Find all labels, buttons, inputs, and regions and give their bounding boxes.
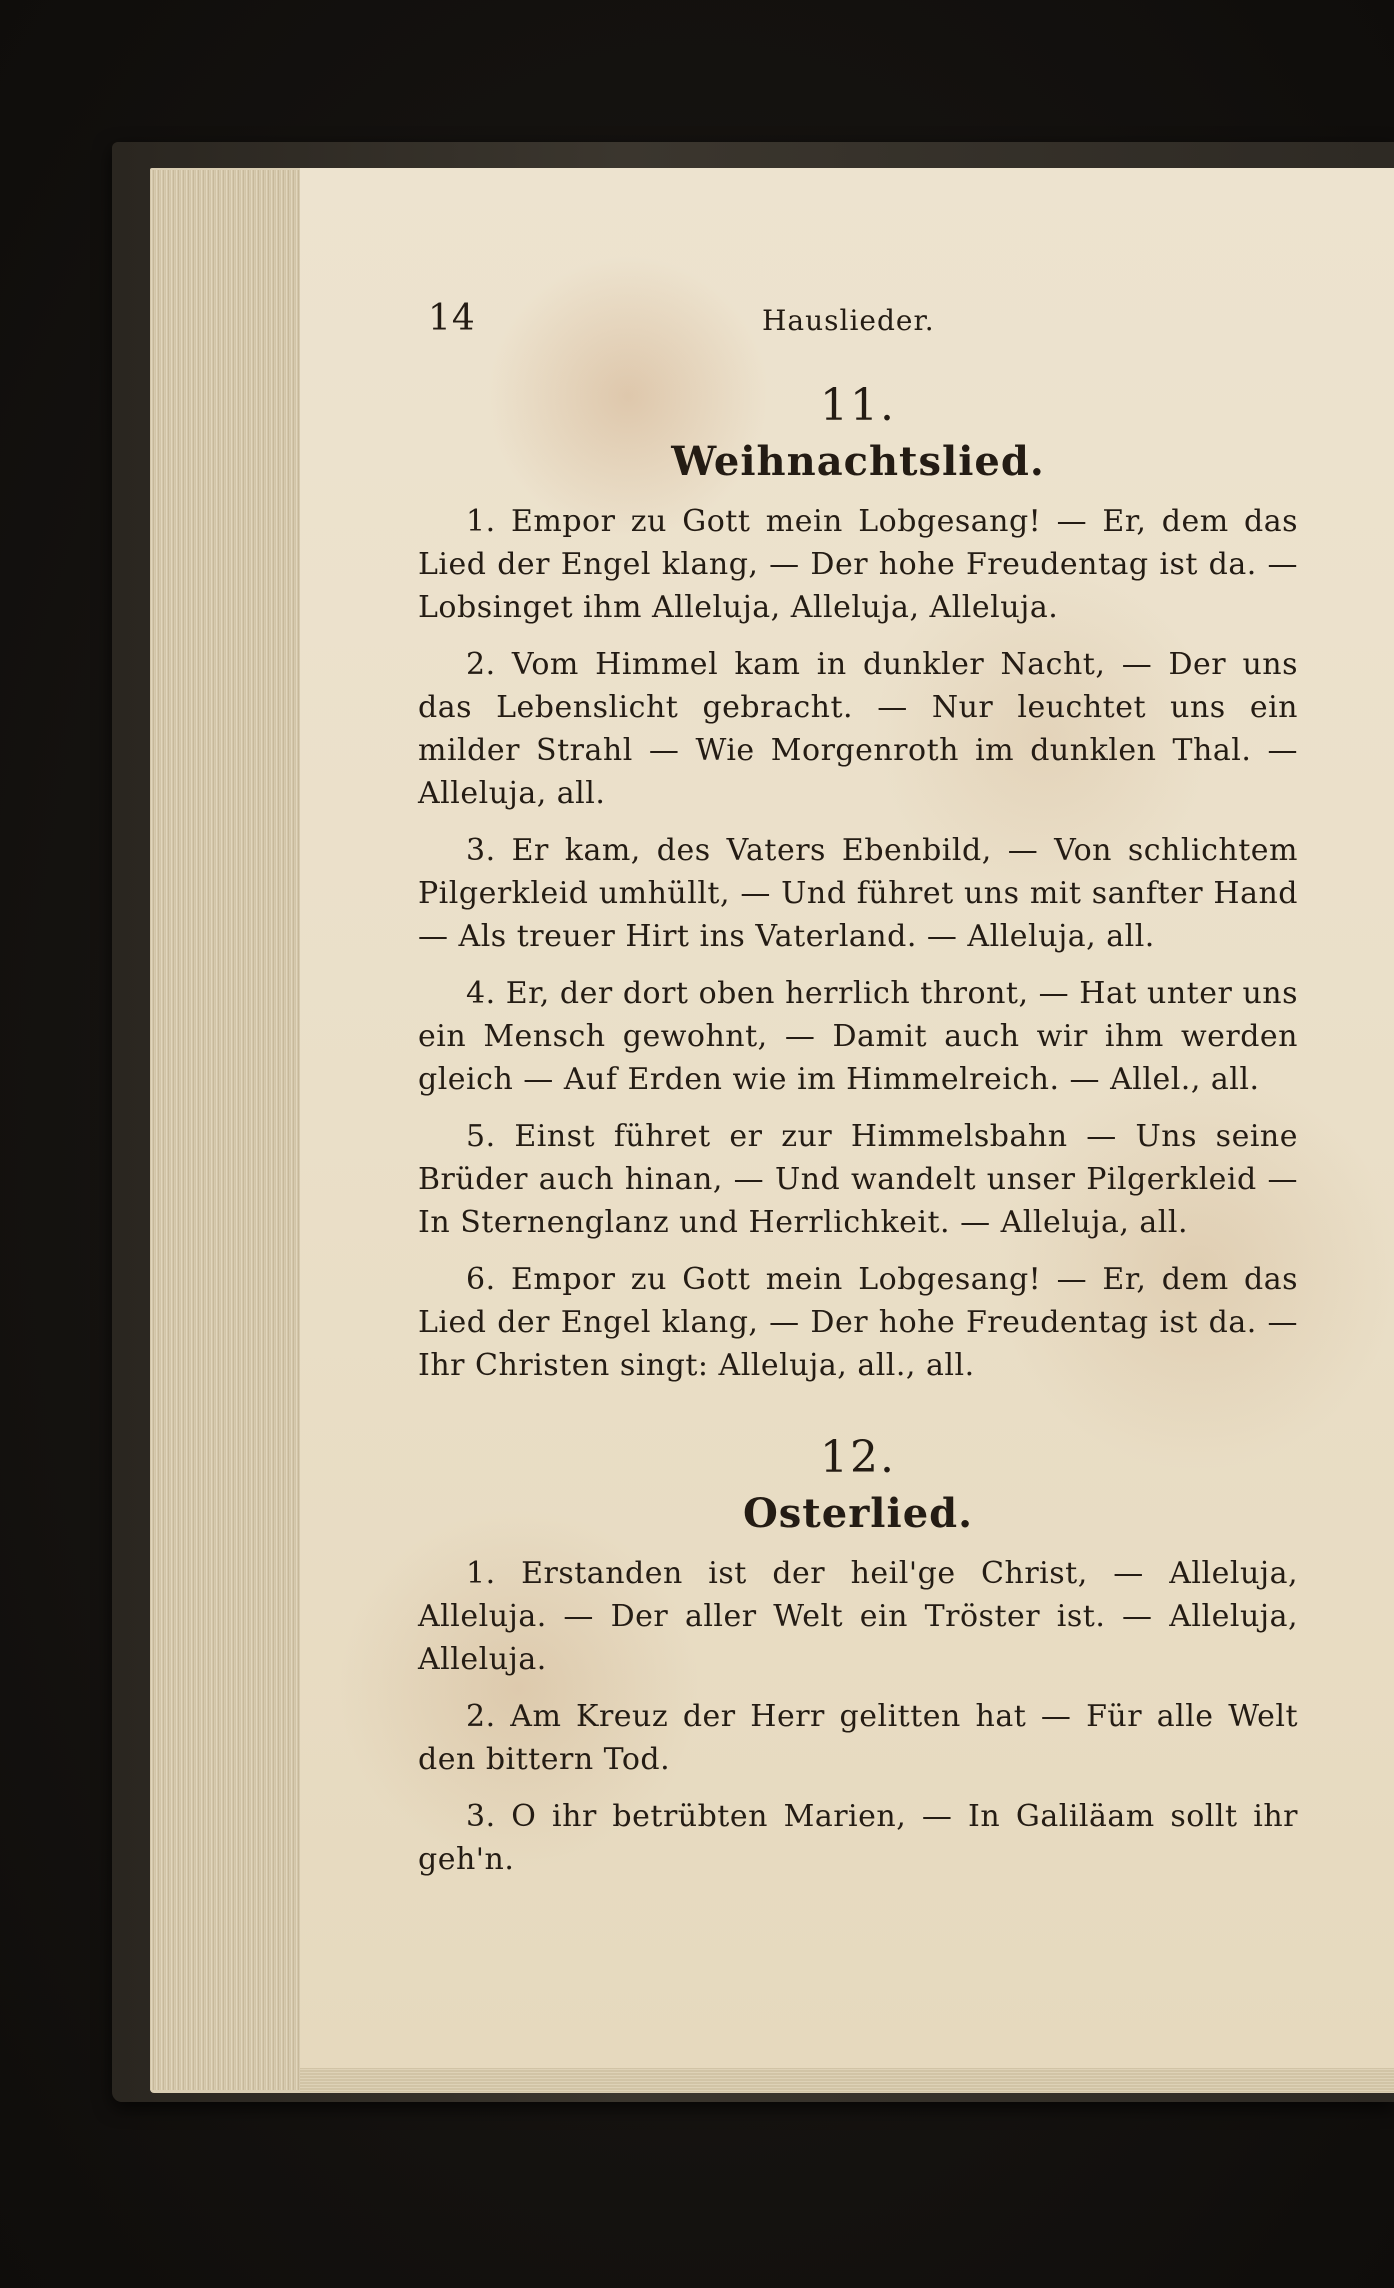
song-number: 12.	[820, 1432, 896, 1483]
song-12	[418, 1430, 1298, 1895]
verse: 3. Er kam, des Vaters Ebenbild, — Von schlichtem Pilgerkleid umhüllt, — Und führet uns mit sanfter Hand — Als treuer Hirt ins Vaterland. — Alleluja, all.	[418, 833, 1298, 954]
song-title: Weihnachtslied.	[671, 438, 1045, 485]
song-11	[418, 378, 1298, 1401]
running-title: Hauslieder.	[762, 304, 935, 337]
song-number: 11.	[820, 380, 896, 431]
page-number: 14	[428, 298, 476, 339]
verse: 1. Empor zu Gott mein Lobgesang! — Er, dem das Lied der Engel klang, — Der hohe Freudentag ist da. — Lobsinget ihm Alleluja, Alleluja, Alleluja.	[418, 504, 1298, 625]
verse: 2. Vom Himmel kam in dunkler Nacht, — Der uns das Lebenslicht gebracht. — Nur leuchtet uns ein milder Strahl — Wie Morgenroth im dunklen Thal. — Alleluja, all.	[418, 647, 1298, 811]
page-edges-bottom	[300, 2068, 1394, 2092]
verse: 5. Einst führet er zur Himmelsbahn — Uns seine Brüder auch hinan, — Und wandelt unser Pilgerkleid — In Sternenglanz und Herrlichkeit. — Alleluja, all.	[418, 1119, 1298, 1240]
page-header	[428, 298, 1268, 348]
song-title: Osterlied.	[742, 1490, 974, 1537]
book-page	[300, 168, 1394, 2068]
verse: 1. Erstanden ist der heil'ge Christ, — Alleluja, Alleluja. — Der aller Welt ein Tröster ist. — Alleluja, Alleluja.	[418, 1556, 1298, 1677]
verse: 3. O ihr betrübten Marien, — In Galiläam sollt ihr geh'n.	[418, 1799, 1298, 1877]
verse: 2. Am Kreuz der Herr gelitten hat — Für alle Welt den bittern Tod.	[418, 1699, 1298, 1777]
verse: 6. Empor zu Gott mein Lobgesang! — Er, dem das Lied der Engel klang, — Der hohe Freudentag ist da. — Ihr Christen singt: Alleluja, all., all.	[418, 1262, 1298, 1383]
verse: 4. Er, der dort oben herrlich thront, — Hat unter uns ein Mensch gewohnt, — Damit auch wir ihm werden gleich — Auf Erden wie im Himmelreich. — Allel., all.	[418, 976, 1298, 1097]
page-edges-left	[150, 170, 301, 2090]
